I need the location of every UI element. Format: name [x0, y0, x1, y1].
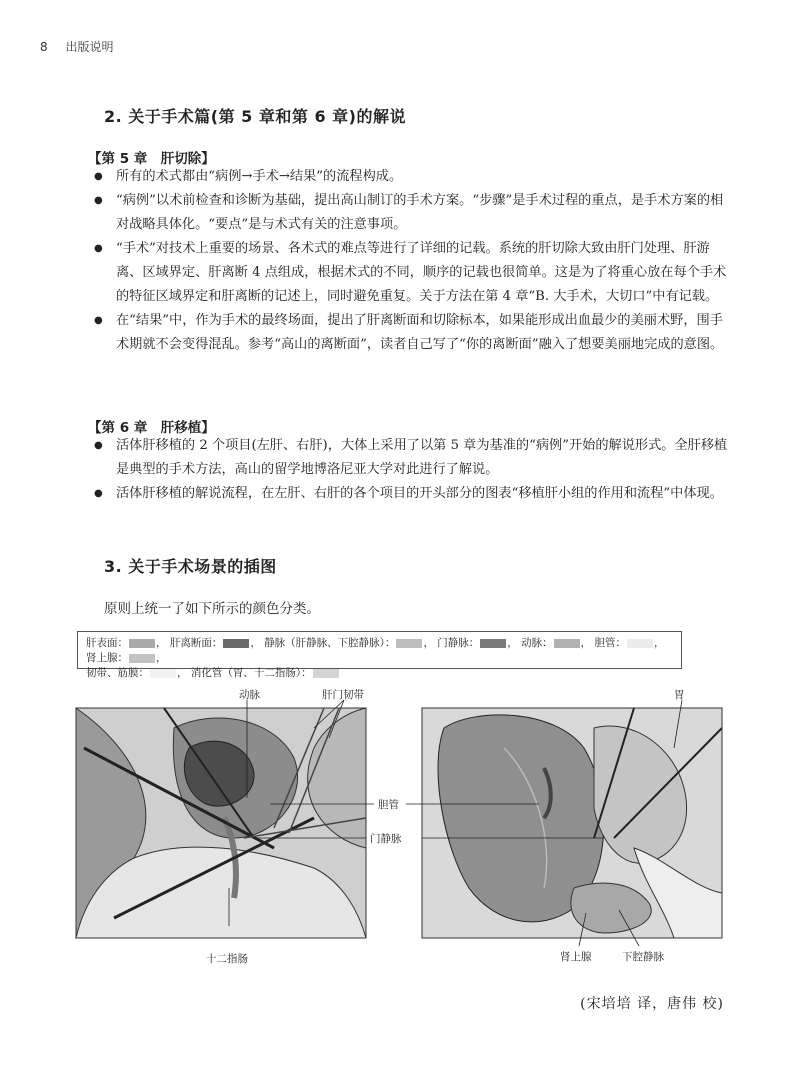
- page-number: 8: [40, 40, 48, 54]
- chapter5-list: [88, 165, 728, 357]
- legend-item: 胆管： ，: [594, 637, 665, 649]
- section-3-title: 3. 关于手术场景的插图: [104, 557, 277, 576]
- list-item: ● 活体肝移植的 2 个项目(左肝、右肝)，大体上采用了以第 5 章为基准的“病例”开始的解说形式。全肝移植是典型的手术方法，高山的留学地博洛尼亚大学对此进行了解说。: [88, 434, 728, 482]
- legend-item: 消化管（胃、十二指肠）：: [191, 667, 340, 679]
- legend-swatch: [480, 639, 506, 648]
- legend-item: 肾上腺： ，: [86, 652, 167, 664]
- list-item: ● 所有的术式都由“病例→手术→结果”的流程构成。: [88, 165, 728, 189]
- legend-item: 门静脉： ，: [437, 637, 518, 649]
- chapter5-heading: 【第 5 章 肝切除】: [88, 151, 215, 167]
- legend-item: 韧带、筋膜： ，: [86, 667, 188, 679]
- label-stomach: 胃: [674, 689, 685, 701]
- color-legend: [77, 631, 682, 679]
- chapter6-list: [88, 434, 728, 506]
- legend-swatch: [554, 639, 580, 648]
- label-ivc: 下腔静脉: [622, 951, 664, 963]
- label-hepatoduodenal-ligament: 肝门韧带: [322, 689, 364, 701]
- legend-swatch: [129, 654, 155, 663]
- left-surgical-panel: [76, 708, 366, 938]
- legend-item: 动脉： ，: [521, 637, 592, 649]
- legend-swatch: [150, 669, 176, 678]
- list-item: ● 活体肝移植的解说流程，在左肝、右肝的各个项目的开头部分的图表“移植肝小组的作用和流程”中体现。: [88, 482, 728, 506]
- label-duodenum: 十二指肠: [206, 953, 248, 965]
- list-item: ● “手术”对技术上重要的场景、各术式的难点等进行了详细的记载。系统的肝切除大致由肝门处理、肝游离、区域界定、肝离断 4 点组成，根据术式的不同，顺序的记载也很简单。这是为了将重心放在每个手术的特征区域界定和肝离断的记述上，同时避免重复。关于方法在第 4 章“B. 大手术，大切口”中有记载。: [88, 237, 728, 309]
- label-bile-duct: 胆管: [378, 799, 399, 811]
- running-title: 出版说明: [65, 40, 114, 54]
- page-header: [40, 38, 113, 55]
- section-3-intro: 原则上统一了如下所示的颜色分类。: [104, 601, 320, 617]
- surgical-illustration: [74, 688, 724, 968]
- legend-item: 肝离断面： ，: [169, 637, 261, 649]
- chapter6-heading: 【第 6 章 肝移植】: [88, 420, 215, 436]
- legend-swatch: [627, 639, 653, 648]
- label-adrenal: 肾上腺: [560, 951, 592, 963]
- label-artery: 动脉: [239, 689, 260, 701]
- legend-swatch: [396, 639, 422, 648]
- legend-item: 静脉（肝静脉、下腔静脉）： ，: [264, 637, 434, 649]
- list-item: ● “病例”以术前检查和诊断为基础，提出高山制订的手术方案。“步骤”是手术过程的重点，是手术方案的相对战略具体化。“要点”是与术式有关的注意事项。: [88, 189, 728, 237]
- legend-item: 肝表面： ，: [86, 637, 167, 649]
- right-surgical-panel: [422, 708, 722, 938]
- translator-credit: (宋培培 译，唐伟 校): [580, 996, 724, 1012]
- section-2-title: 2. 关于手术篇(第 5 章和第 6 章)的解说: [104, 107, 406, 126]
- list-item: ● 在“结果”中，作为手术的最终场面，提出了肝离断面和切除标本，如果能形成出血最少的美丽术野，围手术期就不会变得混乱。参考“高山的离断面”，读者自己写了“你的离断面”融入了想要美丽地完成的意图。: [88, 309, 728, 357]
- legend-swatch: [129, 639, 155, 648]
- legend-swatch: [223, 639, 249, 648]
- legend-swatch: [313, 669, 339, 678]
- label-portal-vein: 门静脉: [370, 833, 402, 845]
